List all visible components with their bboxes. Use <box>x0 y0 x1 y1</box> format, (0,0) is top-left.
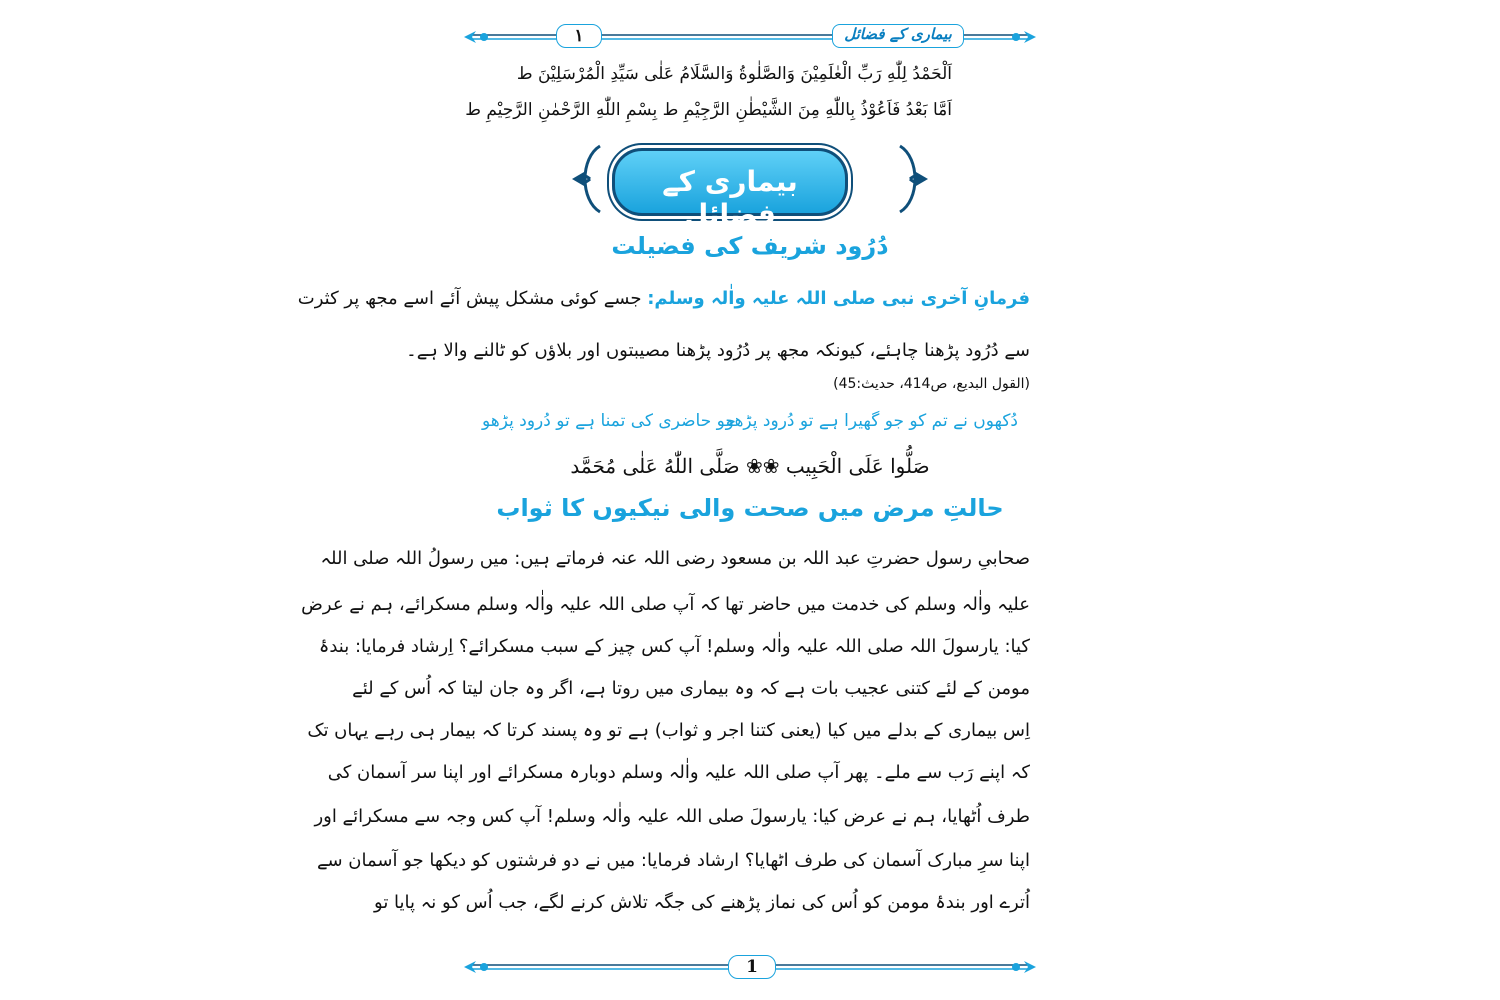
invocation-line-2: اَمَّا بَعْدُ فَاَعُوْذُ بِاللّٰهِ مِنَ الشَّيْطٰنِ الرَّجِيْمِ ط بِسْمِ اللّٰهِ الرَّحْمٰنِ الرَّحِيْمِ ط <box>465 100 952 120</box>
section-heading-durood: دُرُود شریف کی فضیلت <box>611 232 889 260</box>
page-number-bottom: 1 <box>728 955 776 979</box>
durood-line: صَلُّوا عَلَى الْحَبِيب ❀❀ صَلَّى اللّٰهُ عَلٰى مُحَمَّد <box>570 454 930 478</box>
poem-verse-right: دُکھوں نے تم کو جو گھیرا ہے تو دُرود پڑھو <box>725 411 1018 431</box>
body-line-3: کیا: یارسولَ اللہ صلی اللہ علیہ واٰلہ وسلم! آپ کس چیز کے سبب مسکرائے؟ اِرشاد فرمایا: بندۂ <box>318 636 1030 657</box>
poem-verse-left: جو حاضری کی تمنا ہے تو دُرود پڑھو <box>482 411 736 431</box>
body-line-7: طرف اُٹھایا، ہم نے عرض کیا: یارسولَ صلی اللہ علیہ واٰلہ وسلم! آپ کس وجہ سے مسکرائے اور <box>314 806 1030 827</box>
body-line-4: مومن کے لئے کتنی عجیب بات ہے کہ وہ بیماری میں روتا ہے، اگر وہ جان لیتا کہ اُس کے لئے <box>352 678 1030 699</box>
hadith-reference: (القول البدیع، ص414، حدیث:45) <box>833 376 1030 392</box>
running-head: بیماری کے فضائل <box>832 24 964 48</box>
title-banner <box>612 148 848 231</box>
body-line-2: علیہ واٰلہ وسلم کی خدمت میں حاضر تھا کہ آپ صلی اللہ علیہ واٰلہ وسلم مسکرائے، ہم نے عرض <box>301 594 1030 615</box>
body-line-1: صحابیِ رسول حضرتِ عبد اللہ بن مسعود رضی اللہ عنہ فرماتے ہیں: میں رسولُ اللہ صلی اللہ <box>320 548 1030 569</box>
body-line-5: اِس بیماری کے بدلے میں کیا (یعنی کتنا اجر و ثواب) ہے تو وہ پسند کرتا کہ بیمار ہی رہے یہاں تک <box>307 720 1030 741</box>
hadith-lead: فرمانِ آخری نبی صلی اللہ علیہ واٰلہ وسلم: <box>647 288 1030 309</box>
hadith-line-2: سے دُرُود پڑھنا چاہئے، کیونکہ مجھ پر دُرُود پڑھنا مصیبتوں اور بلاؤں کو ٹالنے والا ہے۔ <box>406 340 1030 361</box>
title-banner-text: بیماری کے فضائل <box>662 165 798 231</box>
hadith-line-1-text: جسے کوئی مشکل پیش آئے اسے مجھ پر کثرت <box>297 288 642 309</box>
body-line-6: کہ اپنے رَب سے ملے۔ پھر آپ صلی اللہ علیہ واٰلہ وسلم دوبارہ مسکرائے اور اپنا سر آسمان کی <box>327 762 1030 783</box>
page-number-top: ۱ <box>556 24 602 48</box>
section-heading-illness-reward: حالتِ مرض میں صحت والی نیکیوں کا ثواب <box>496 494 1004 522</box>
invocation-line-1: اَلْحَمْدُ لِلّٰهِ رَبِّ الْعٰلَمِيْنَ وَالصَّلٰوةُ وَالسَّلَامُ عَلٰى سَيِّدِ الْمُرْسَلِيْنَ ط <box>516 64 952 84</box>
body-line-8: اپنا سرِ مبارک آسمان کی طرف اٹھایا؟ ارشاد فرمایا: میں نے دو فرشتوں کو دیکھا جو آسمان سے <box>316 850 1030 871</box>
hadith-line-1 <box>297 288 1030 309</box>
body-line-9: اُترے اور بندۂ مومن کو اُس کی نماز پڑھنے کی جگہ تلاش کرنے لگے، جب اُس کو نہ پایا تو <box>374 892 1030 913</box>
book-page <box>297 0 1038 1000</box>
